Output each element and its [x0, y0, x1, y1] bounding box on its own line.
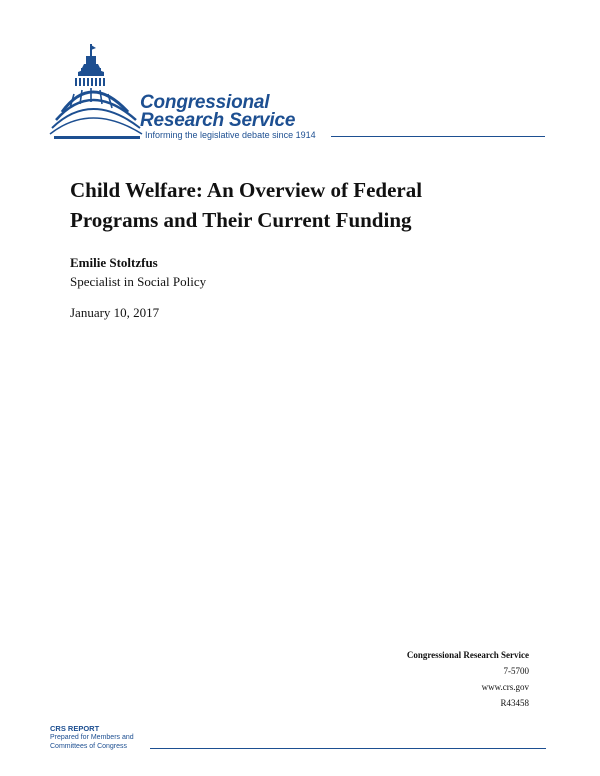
brand-name-line2: Research Service — [140, 110, 296, 131]
brand-name-line1: Congressional — [140, 92, 270, 113]
report-label-line1: Prepared for Members and — [50, 734, 134, 741]
report-number: R43458 — [500, 698, 529, 708]
crs-organization: Congressional Research Service — [406, 650, 529, 660]
crs-info-block — [407, 647, 529, 711]
report-label-heading: CRS REPORT — [50, 724, 100, 733]
report-date: January 10, 2017 — [70, 305, 160, 320]
author-role: Specialist in Social Policy — [70, 274, 207, 289]
crs-logo — [48, 42, 548, 142]
crs-website: www.crs.gov — [481, 682, 529, 692]
brand-tagline: Informing the legislative debate since 1914 — [145, 130, 316, 140]
capitol-dome-icon — [48, 42, 143, 142]
tagline-divider — [331, 136, 545, 137]
footer-divider — [150, 748, 546, 749]
report-title: Child Welfare: An Overview of Federal Programs and Their Current Funding — [70, 178, 423, 232]
crs-report-label — [50, 724, 134, 751]
author-name: Emilie Stoltzfus — [70, 255, 158, 270]
report-label-line2: Committees of Congress — [50, 743, 128, 750]
crs-phone: 7-5700 — [503, 666, 529, 676]
